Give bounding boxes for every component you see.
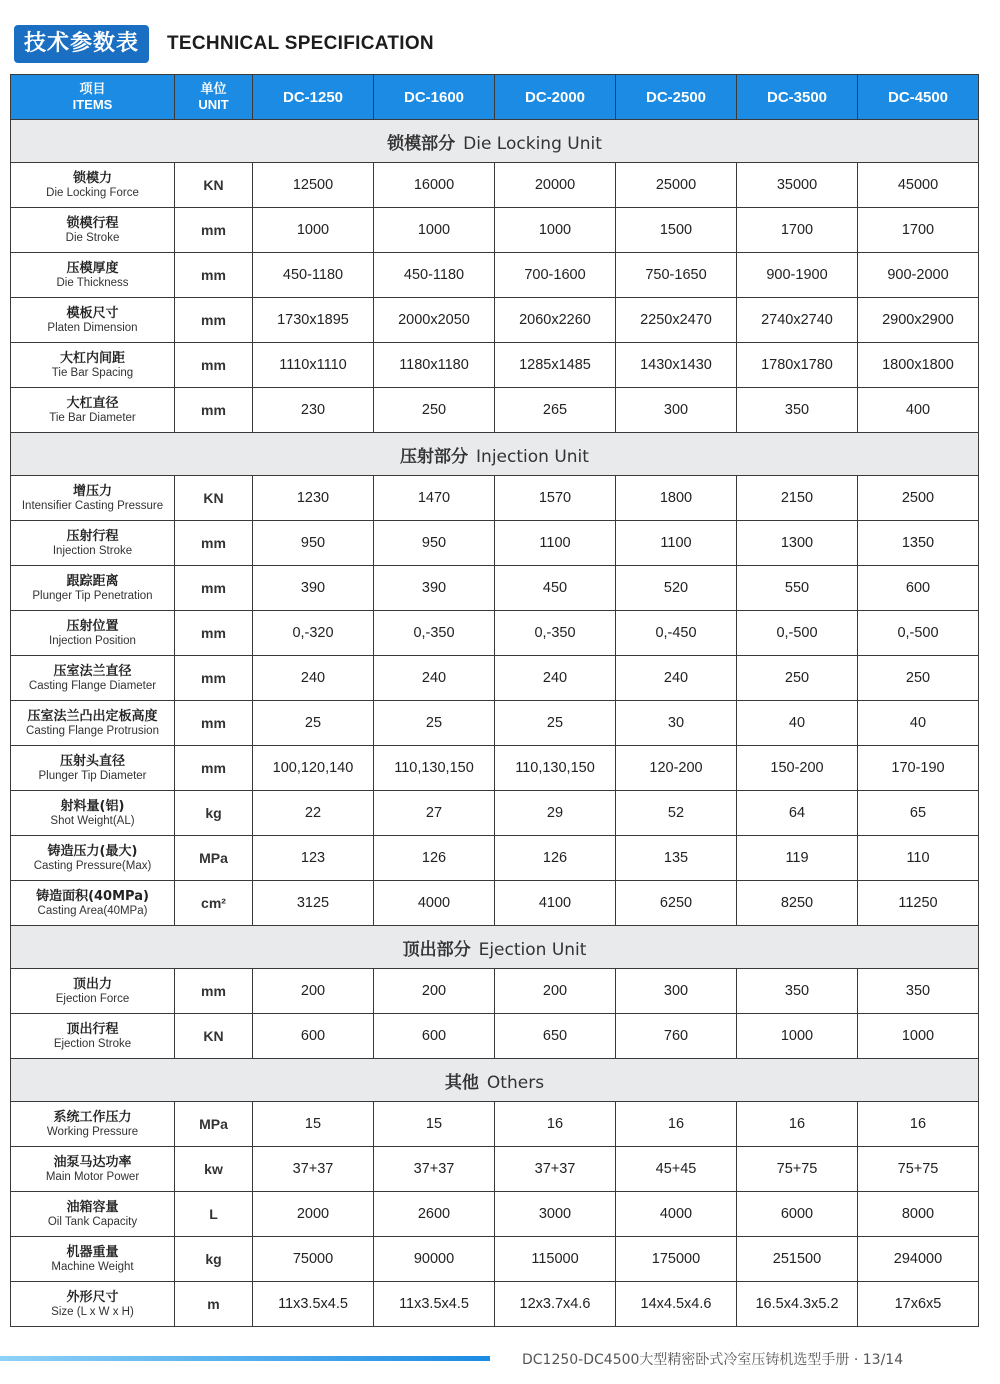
section-row [11,926,979,969]
item-cell [11,1237,175,1282]
item-name-en: Oil Tank Capacity [47,1215,138,1228]
item-name-en: Tie Bar Spacing [51,366,134,379]
value-cell: 520 [616,566,737,611]
value-cell: 900-1900 [737,253,858,298]
value-cell: 11x3.5x4.5 [253,1282,374,1327]
value-cell: 110 [858,836,979,881]
value-cell: 0,-500 [858,611,979,656]
item-cell [11,298,175,343]
unit-cell: mm [175,298,253,343]
value-cell: 450-1180 [253,253,374,298]
value-cell: 950 [253,521,374,566]
value-cell: 1230 [253,476,374,521]
table-row [11,343,979,388]
unit-cell: KN [175,163,253,208]
item-name-en: Ejection Force [55,992,130,1005]
value-cell: 2740x2740 [737,298,858,343]
value-cell: 1000 [495,208,616,253]
item-name-en: Casting Flange Diameter [28,679,157,692]
item-name-zh: 机器重量 [66,1244,119,1260]
value-cell: 1700 [858,208,979,253]
table-row [11,521,979,566]
value-cell: 550 [737,566,858,611]
unit-cell: mm [175,746,253,791]
value-cell: 64 [737,791,858,836]
value-cell: 2900x2900 [858,298,979,343]
value-cell: 110,130,150 [495,746,616,791]
value-cell: 1285x1485 [495,343,616,388]
value-cell: 123 [253,836,374,881]
table-row [11,791,979,836]
value-cell: 0,-350 [495,611,616,656]
item-name-zh: 锁模力 [72,170,112,186]
item-cell [11,208,175,253]
value-cell: 600 [858,566,979,611]
item-name-zh: 压射头直径 [59,753,125,769]
item-name-zh: 顶出力 [72,976,112,992]
value-cell: 2000 [253,1192,374,1237]
value-cell: 1000 [737,1014,858,1059]
value-cell: 6000 [737,1192,858,1237]
value-cell: 4000 [374,881,495,926]
unit-cell: mm [175,611,253,656]
item-name-zh: 铸造压力(最大) [47,843,138,859]
value-cell: 25 [253,701,374,746]
value-cell: 37+37 [253,1147,374,1192]
table-row [11,969,979,1014]
value-cell: 950 [374,521,495,566]
value-cell: 1110x1110 [253,343,374,388]
value-cell: 100,120,140 [253,746,374,791]
value-cell: 15 [374,1102,495,1147]
value-cell: 0,-500 [737,611,858,656]
item-cell [11,521,175,566]
model-header: DC-4500 [858,75,979,120]
item-name-en: Machine Weight [51,1260,134,1273]
item-name-zh: 大杠直径 [66,395,119,411]
item-name-zh: 压室法兰凸出定板高度 [27,708,158,724]
value-cell: 16 [616,1102,737,1147]
value-cell: 250 [858,656,979,701]
value-cell: 1000 [374,208,495,253]
value-cell: 25000 [616,163,737,208]
value-cell: 75+75 [737,1147,858,1192]
item-name-zh: 外形尺寸 [66,1289,119,1305]
section-title-en: Ejection Unit [478,939,587,960]
item-name-en: Die Stroke [65,231,120,244]
item-cell [11,1147,175,1192]
value-cell: 75000 [253,1237,374,1282]
unit-cell: MPa [175,836,253,881]
value-cell: 6250 [616,881,737,926]
item-cell [11,476,175,521]
section-row [11,1059,979,1102]
value-cell: 37+37 [495,1147,616,1192]
item-name-en: Ejection Stroke [53,1037,132,1050]
item-name-en: Intensifier Casting Pressure [21,499,164,512]
value-cell: 25 [374,701,495,746]
unit-cell: mm [175,388,253,433]
unit-cell: KN [175,1014,253,1059]
value-cell: 1000 [253,208,374,253]
value-cell: 16.5x4.3x5.2 [737,1282,858,1327]
value-cell: 2600 [374,1192,495,1237]
value-cell: 400 [858,388,979,433]
value-cell: 1100 [616,521,737,566]
section-title [11,433,979,476]
value-cell: 650 [495,1014,616,1059]
value-cell: 250 [374,388,495,433]
title-badge: 技术参数表 [14,25,149,63]
table-row [11,1237,979,1282]
value-cell: 1570 [495,476,616,521]
item-cell [11,836,175,881]
item-cell [11,253,175,298]
table-row [11,1147,979,1192]
value-cell: 17x6x5 [858,1282,979,1327]
item-name-zh: 油箱容量 [66,1199,119,1215]
unit-cell: mm [175,521,253,566]
item-name-en: Tie Bar Diameter [49,411,136,424]
item-cell [11,1014,175,1059]
value-cell: 1300 [737,521,858,566]
section-title [11,1059,979,1102]
model-header: DC-2500 [616,75,737,120]
item-cell [11,1192,175,1237]
model-header: DC-3500 [737,75,858,120]
value-cell: 200 [253,969,374,1014]
item-name-en: Die Thickness [56,276,129,289]
item-name-en: Die Locking Force [46,186,139,199]
value-cell: 16 [858,1102,979,1147]
section-title-en: Die Locking Unit [463,133,602,154]
item-cell [11,791,175,836]
item-name-en: Size (L x W x H) [51,1305,134,1318]
value-cell: 1700 [737,208,858,253]
table-row [11,1282,979,1327]
section-title-zh: 其他 [444,1072,479,1093]
value-cell: 16 [495,1102,616,1147]
value-cell: 300 [616,969,737,1014]
item-name-zh: 系统工作压力 [53,1109,132,1125]
item-cell [11,163,175,208]
section-title [11,120,979,163]
value-cell: 390 [374,566,495,611]
value-cell: 110,130,150 [374,746,495,791]
table-row [11,476,979,521]
table-row [11,208,979,253]
item-cell [11,656,175,701]
value-cell: 450 [495,566,616,611]
unit-cell: mm [175,343,253,388]
section-row [11,433,979,476]
item-cell [11,343,175,388]
item-cell [11,746,175,791]
table-row [11,388,979,433]
value-cell: 1470 [374,476,495,521]
unit-cell: m [175,1282,253,1327]
unit-cell: kg [175,791,253,836]
value-cell: 29 [495,791,616,836]
value-cell: 350 [737,969,858,1014]
value-cell: 1100 [495,521,616,566]
value-cell: 25 [495,701,616,746]
unit-cell: kg [175,1237,253,1282]
value-cell: 119 [737,836,858,881]
value-cell: 65 [858,791,979,836]
table-row [11,1014,979,1059]
value-cell: 300 [616,388,737,433]
item-name-en: Working Pressure [46,1125,139,1138]
value-cell: 11250 [858,881,979,926]
value-cell: 251500 [737,1237,858,1282]
item-name-en: Injection Position [49,634,136,647]
value-cell: 1500 [616,208,737,253]
value-cell: 40 [858,701,979,746]
value-cell: 170-190 [858,746,979,791]
value-cell: 240 [616,656,737,701]
unit-cell: KN [175,476,253,521]
value-cell: 35000 [737,163,858,208]
value-cell: 350 [858,969,979,1014]
value-cell: 200 [374,969,495,1014]
value-cell: 16 [737,1102,858,1147]
item-name-zh: 增压力 [72,483,112,499]
item-name-zh: 压模厚度 [66,260,119,276]
value-cell: 2250x2470 [616,298,737,343]
section-title-en: Injection Unit [476,446,589,467]
section-title [11,926,979,969]
value-cell: 40 [737,701,858,746]
page-header [14,24,434,64]
value-cell: 30 [616,701,737,746]
value-cell: 240 [495,656,616,701]
item-cell [11,1102,175,1147]
value-cell: 350 [737,388,858,433]
table-row [11,746,979,791]
unit-cell: mm [175,969,253,1014]
unit-cell: mm [175,701,253,746]
item-name-en: Casting Flange Protrusion [26,724,159,737]
item-cell [11,881,175,926]
item-name-en: Plunger Tip Diameter [38,769,147,782]
footer-accent-line [0,1356,490,1361]
value-cell: 45000 [858,163,979,208]
table-row [11,656,979,701]
value-cell: 600 [253,1014,374,1059]
value-cell: 390 [253,566,374,611]
unit-header: 单位 UNIT [175,75,253,120]
value-cell: 20000 [495,163,616,208]
table-row [11,1102,979,1147]
value-cell: 135 [616,836,737,881]
item-name-zh: 压射位置 [66,618,119,634]
item-cell [11,566,175,611]
value-cell: 22 [253,791,374,836]
unit-cell: mm [175,566,253,611]
model-header: DC-2000 [495,75,616,120]
value-cell: 37+37 [374,1147,495,1192]
value-cell: 45+45 [616,1147,737,1192]
item-cell [11,969,175,1014]
value-cell: 1780x1780 [737,343,858,388]
section-title-en: Others [486,1072,545,1093]
model-header: DC-1600 [374,75,495,120]
item-name-en: Shot Weight(AL) [50,814,135,827]
value-cell: 1180x1180 [374,343,495,388]
table-row [11,253,979,298]
value-cell: 12x3.7x4.6 [495,1282,616,1327]
items-header: 项目 ITEMS [11,75,175,120]
unit-cell: kw [175,1147,253,1192]
value-cell: 700-1600 [495,253,616,298]
unit-cell: cm² [175,881,253,926]
table-row [11,701,979,746]
unit-cell: MPa [175,1102,253,1147]
value-cell: 0,-450 [616,611,737,656]
item-name-en: Casting Pressure(Max) [33,859,152,872]
item-name-zh: 锁模行程 [66,215,119,231]
item-name-en: Injection Stroke [52,544,133,557]
value-cell: 750-1650 [616,253,737,298]
table-row [11,836,979,881]
item-name-zh: 大杠内间距 [59,350,125,366]
value-cell: 14x4.5x4.6 [616,1282,737,1327]
item-name-en: Plunger Tip Penetration [32,589,153,602]
value-cell: 126 [495,836,616,881]
item-name-zh: 压室法兰直径 [53,663,132,679]
value-cell: 1730x1895 [253,298,374,343]
value-cell: 16000 [374,163,495,208]
unit-cell: mm [175,253,253,298]
header-row [11,75,979,120]
footer-text: DC1250-DC4500大型精密卧式冷室压铸机选型手册 · 13/14 [522,1352,904,1368]
spec-table [10,74,979,1327]
value-cell: 1000 [858,1014,979,1059]
section-title-zh: 顶出部分 [402,939,471,960]
value-cell: 175000 [616,1237,737,1282]
value-cell: 120-200 [616,746,737,791]
page-title: TECHNICAL SPECIFICATION [167,33,434,54]
value-cell: 1350 [858,521,979,566]
table-row [11,163,979,208]
item-cell [11,388,175,433]
item-name-zh: 压射行程 [66,528,119,544]
value-cell: 240 [374,656,495,701]
value-cell: 1800x1800 [858,343,979,388]
value-cell: 1800 [616,476,737,521]
value-cell: 2500 [858,476,979,521]
item-name-zh: 模板尺寸 [66,305,119,321]
item-name-zh: 跟踪距离 [66,573,119,589]
value-cell: 12500 [253,163,374,208]
value-cell: 1430x1430 [616,343,737,388]
item-cell [11,611,175,656]
section-row [11,120,979,163]
value-cell: 0,-320 [253,611,374,656]
value-cell: 8250 [737,881,858,926]
value-cell: 450-1180 [374,253,495,298]
value-cell: 126 [374,836,495,881]
value-cell: 11x3.5x4.5 [374,1282,495,1327]
value-cell: 4100 [495,881,616,926]
value-cell: 600 [374,1014,495,1059]
value-cell: 2150 [737,476,858,521]
value-cell: 250 [737,656,858,701]
section-title-zh: 压射部分 [400,446,469,467]
value-cell: 0,-350 [374,611,495,656]
value-cell: 4000 [616,1192,737,1237]
section-title-zh: 锁模部分 [387,133,456,154]
item-cell [11,1282,175,1327]
value-cell: 2060x2260 [495,298,616,343]
value-cell: 200 [495,969,616,1014]
value-cell: 3000 [495,1192,616,1237]
table-row [11,881,979,926]
table-row [11,611,979,656]
table-row [11,566,979,611]
item-name-en: Platen Dimension [47,321,138,334]
value-cell: 760 [616,1014,737,1059]
item-name-en: Main Motor Power [45,1170,140,1183]
item-name-zh: 顶出行程 [66,1021,119,1037]
value-cell: 27 [374,791,495,836]
value-cell: 294000 [858,1237,979,1282]
item-name-zh: 油泵马达功率 [53,1154,132,1170]
model-header: DC-1250 [253,75,374,120]
unit-cell: mm [175,656,253,701]
value-cell: 265 [495,388,616,433]
value-cell: 240 [253,656,374,701]
value-cell: 52 [616,791,737,836]
item-name-zh: 射料量(铝) [60,798,125,814]
item-name-zh: 铸造面积(40MPa) [36,888,149,904]
value-cell: 115000 [495,1237,616,1282]
value-cell: 2000x2050 [374,298,495,343]
value-cell: 3125 [253,881,374,926]
item-name-en: Casting Area(40MPa) [37,904,148,917]
value-cell: 230 [253,388,374,433]
value-cell: 900-2000 [858,253,979,298]
value-cell: 8000 [858,1192,979,1237]
table-row [11,298,979,343]
value-cell: 15 [253,1102,374,1147]
unit-cell: L [175,1192,253,1237]
value-cell: 75+75 [858,1147,979,1192]
unit-cell: mm [175,208,253,253]
value-cell: 90000 [374,1237,495,1282]
item-cell [11,701,175,746]
value-cell: 150-200 [737,746,858,791]
table-row [11,1192,979,1237]
